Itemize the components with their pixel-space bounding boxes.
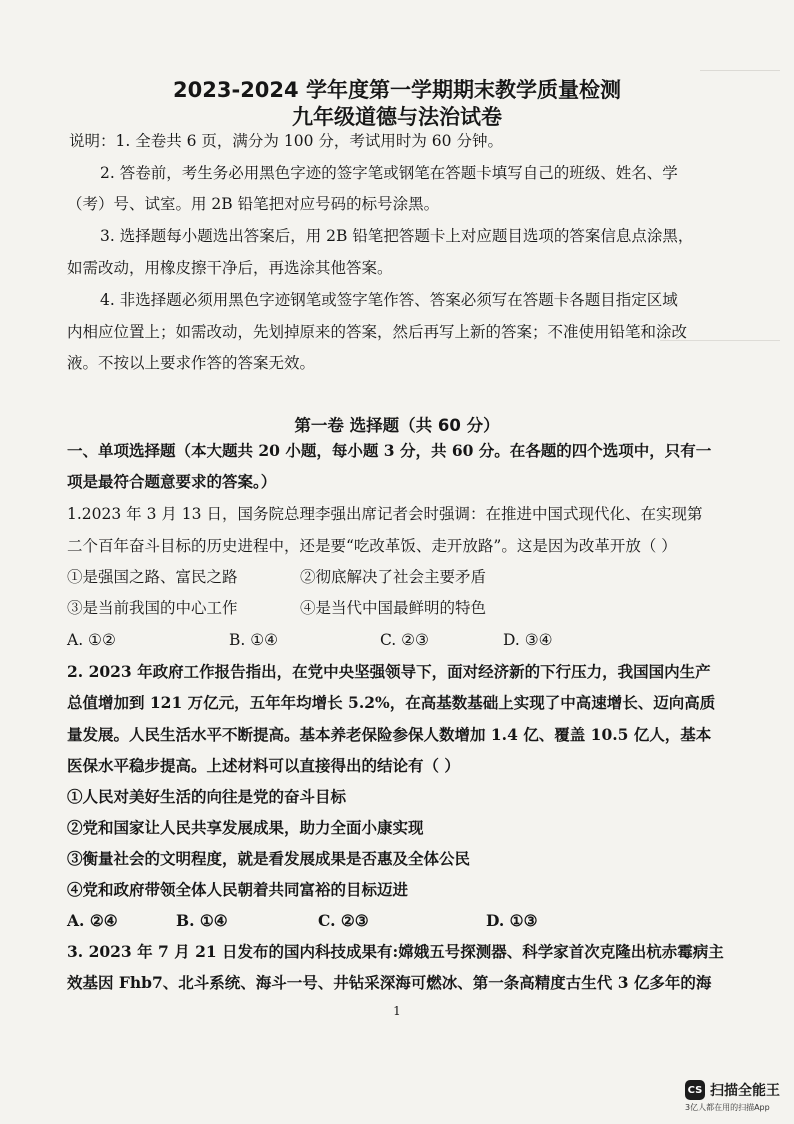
scanner-brand-name: 扫描全能王 [710, 1083, 780, 1099]
section-intro-b: 项是最符合题意要求的答案。） [67, 472, 277, 491]
question-3-line-2: 效基因 Fhb7、北斗系统、海斗一号、井钻采深海可燃冰、第一条高精度古生代 3 亿多年的海 [67, 973, 712, 992]
section-intro-a: 一、单项选择题（本大题共 20 小题，每小题 3 分，共 60 分。在各题的四个选项中，只有一 [67, 441, 712, 460]
question-1-line-1: 1.2023 年 3 月 13 日，国务院总理李强出席记者会时强调：在推进中国式现代化、在实现第 [67, 505, 703, 523]
page-number: 1 [393, 1004, 401, 1018]
question-1-choice-d: D. ③④ [503, 631, 553, 649]
question-2-option-1: ①人民对美好生活的向往是党的奋斗目标 [67, 787, 347, 806]
question-2-option-3: ③衡量社会的文明程度，就是看发展成果是否惠及全体公民 [67, 849, 471, 868]
question-1-option-1: ①是强国之路、富民之路 [67, 568, 238, 586]
question-2-line-1: 2. 2023 年政府工作报告指出，在党中央坚强领导下，面对经济新的下行压力，我国国内生产 [67, 662, 711, 681]
question-2-line-3: 量发展。人民生活水平不断提高。基本养老保险参保人数增加 1.4 亿、覆盖 10.5 亿人，基本 [67, 725, 712, 744]
exam-subtitle: 九年级道德与法治试卷 [292, 105, 502, 129]
question-1-choice-a: A. ①② [67, 631, 116, 649]
question-2-choice-c: C. ②③ [318, 911, 369, 930]
instruction-4a: 4. 非选择题必须用黑色字迹钢笔或签字笔作答、答案必须写在答题卡各题目指定区域 [100, 291, 678, 309]
question-1-option-3: ③是当前我国的中心工作 [67, 599, 238, 617]
scanner-logo-icon: CS [685, 1080, 705, 1100]
question-2-option-2: ②党和国家让人民共享发展成果，助力全面小康实现 [67, 818, 424, 837]
bleed-through-mark [660, 340, 780, 355]
question-2-choice-d: D. ①③ [486, 911, 538, 930]
section-title: 第一卷 选择题（共 60 分） [294, 416, 500, 435]
exam-title: 2023-2024 学年度第一学期期末教学质量检测 [173, 78, 621, 102]
question-1-option-4: ④是当代中国最鲜明的特色 [300, 599, 487, 617]
instruction-3b: 如需改动，用橡皮擦干净后，再选涂其他答案。 [67, 259, 393, 277]
question-3-line-1: 3. 2023 年 7 月 21 日发布的国内科技成果有:嫦娥五号探测器、科学家首次克隆出杭赤霉病主 [67, 942, 724, 961]
instruction-2b: （考）号、试室。用 2B 铅笔把对应号码的标号涂黑。 [67, 195, 440, 213]
question-1-choice-b: B. ①④ [229, 631, 279, 649]
question-2-line-2: 总值增加到 121 万亿元，五年年均增长 5.2%，在高基数基础上实现了中高速增长、迈向高质 [67, 693, 716, 712]
question-1-choice-c: C. ②③ [380, 631, 429, 649]
scanner-brand-tagline: 3亿人都在用的扫描App [685, 1103, 770, 1112]
question-1-line-2: 二个百年奋斗目标的历史进程中，还是要“吃改革饭、走开放路”。这是因为改革开放（ ） [67, 537, 677, 555]
instruction-4b: 内相应位置上；如需改动，先划掉原来的答案，然后再写上新的答案；不准使用铅笔和涂改 [67, 323, 688, 341]
question-2-choice-b: B. ①④ [176, 911, 228, 930]
question-2-option-4: ④党和政府带领全体人民朝着共同富裕的目标迈进 [67, 880, 409, 899]
question-1-option-2: ②彻底解决了社会主要矛盾 [300, 568, 487, 586]
instruction-3a: 3. 选择题每小题选出答案后，用 2B 铅笔把答题卡上对应题目选项的答案信息点涂黑， [100, 227, 694, 245]
instruction-2a: 2. 答卷前，考生务必用黑色字迹的签字笔或钢笔在答题卡填写自己的班级、姓名、学 [100, 164, 678, 182]
scanner-watermark [685, 1080, 780, 1113]
instruction-4c: 液。不按以上要求作答的答案无效。 [67, 354, 316, 372]
question-2-choice-a: A. ②④ [67, 911, 118, 930]
instruction-1: 说明：1. 全卷共 6 页，满分为 100 分，考试用时为 60 分钟。 [69, 132, 503, 150]
question-2-line-4: 医保水平稳步提高。上述材料可以直接得出的结论有（ ） [67, 756, 460, 775]
